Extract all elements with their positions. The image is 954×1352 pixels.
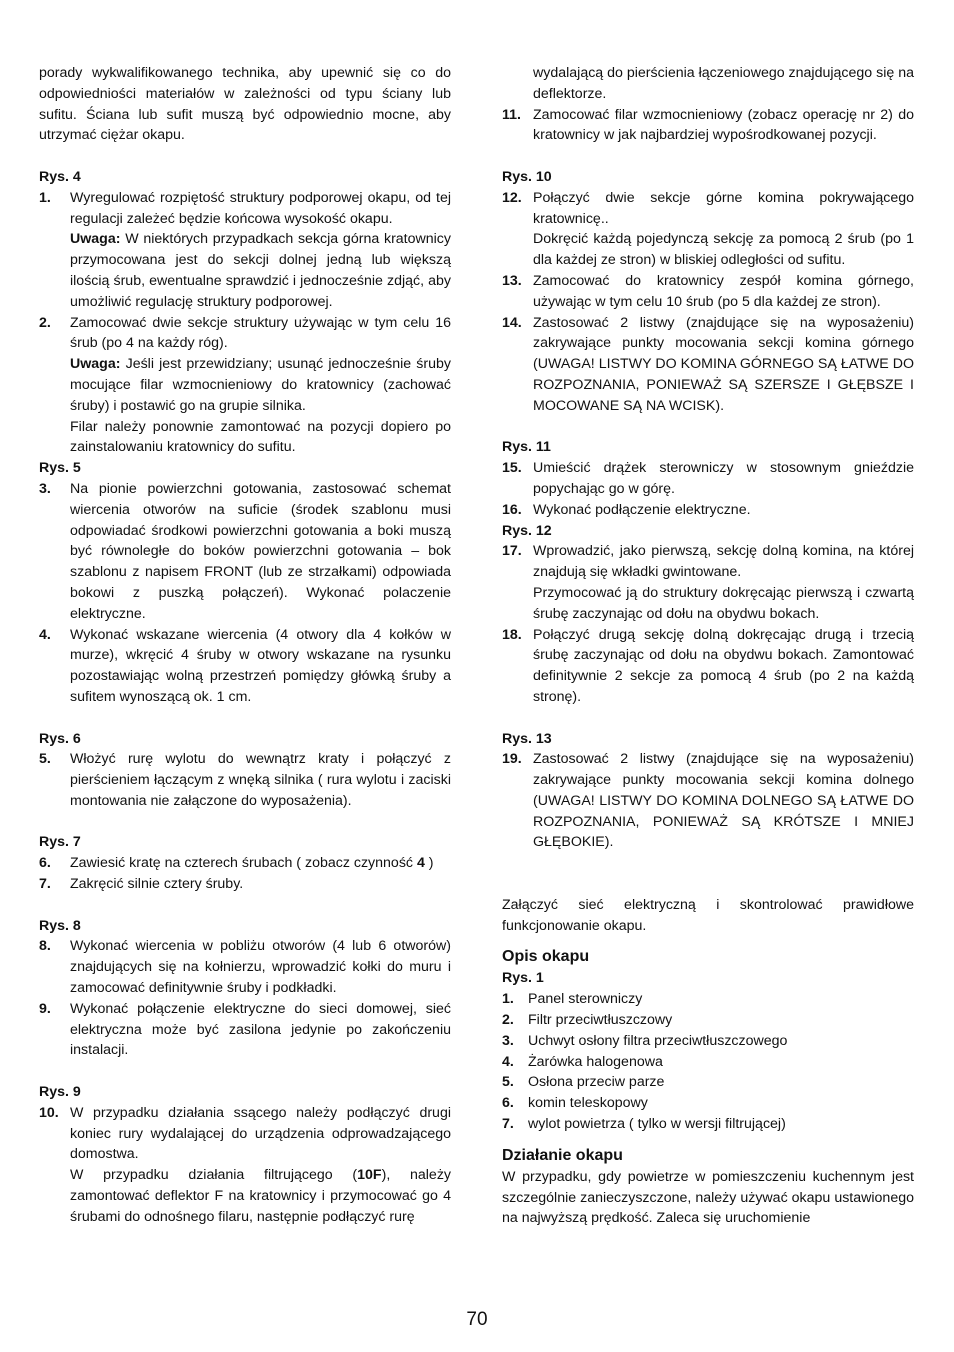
step-note	[70, 354, 451, 416]
figure-ref-rys8: Rys. 8	[39, 917, 81, 934]
step-text: Wyregulować rozpiętość struktury podporowej okapu, od tej regulacji zależeć będzie końcowa wysokość okapu.	[70, 189, 451, 227]
list-item	[502, 1093, 914, 1114]
figure-ref-rys1: Rys. 1	[502, 970, 544, 987]
step-number: 17.	[502, 543, 522, 560]
step-number: 1.	[39, 189, 51, 206]
step-text: Zastosować 2 listwy (znajdujące się na wyposażeniu) zakrywające punkty mocowania sekcji komina górnego (UWAGA! LISTWY DO KOMINA GÓRNEGO SĄ ŁATWE DO ROZPOZNANIA, PONIEWAŻ SĄ SZERSZE I GŁĘBSZE I MOCOWANE SĄ NA WCISK).	[533, 314, 914, 414]
step-number: 8.	[39, 938, 51, 955]
step-text: Na pionie powierzchni gotowania, zastosować schemat wiercenia otworów na suficie (środek szablonu musi odpowiadać środkowi powierzchni gotowania a boki muszą być równoległe do boków powierzchni gotowania – bok szablonu z napisem FRONT (lub ze strzałkami) odpowiada bokowi z puszką połączeń). Wykonać polaczenie elektryczne.	[70, 480, 451, 622]
step-15	[502, 458, 914, 500]
item-text: komin teleskopowy	[528, 1095, 648, 1112]
step-text-end: )	[424, 855, 434, 872]
figure-ref-rys13: Rys. 13	[502, 730, 552, 747]
step-16	[502, 500, 914, 521]
step-10	[39, 1103, 451, 1228]
step-text: Wprowadzić, jako pierwszą, sekcję dolną komina, na której znajdują się wkładki gwintowane.	[533, 543, 914, 581]
list-item	[502, 1052, 914, 1073]
list-item	[502, 989, 914, 1010]
step-number: 14.	[502, 314, 522, 331]
step-17	[502, 541, 914, 624]
step-text: Wykonać wiercenia w pobliżu otworów (4 lub 6 otworów) znajdujących się na kołnierzu, wprowadzić kołki do muru i zamocować definitywnie śruby i podkładki.	[70, 938, 451, 997]
step-8	[39, 936, 451, 998]
step-19	[502, 749, 914, 853]
item-text: wylot powietrza ( tylko w wersji filtrującej)	[528, 1116, 786, 1133]
figure-ref-rys5: Rys. 5	[39, 460, 81, 477]
step-11	[502, 105, 914, 147]
step-10-continued	[502, 63, 914, 105]
step-text: wydalającą do pierścienia łączeniowego znajdującego się na deflektorze.	[533, 65, 914, 102]
page-number: 70	[466, 1309, 488, 1330]
step-13	[502, 271, 914, 313]
item-text: Filtr przeciwtłuszczowy	[528, 1012, 673, 1029]
step-2	[39, 313, 451, 459]
step-number: 3.	[39, 480, 51, 497]
step-extra-pre: W przypadku działania filtrującego (	[70, 1167, 358, 1184]
step-number: 11.	[502, 106, 521, 123]
intro-paragraph: porady wykwalifikowanego technika, aby upewnić się co do odpowiedniości materiałów w zależności od typu ściany lub sufitu. Ściana lub sufit muszą być odpowiednio mocne, aby utrzymać ciężar okapu.	[39, 65, 451, 144]
figure-ref-rys11: Rys. 11	[502, 439, 551, 456]
step-extra	[70, 1165, 451, 1227]
step-text	[70, 853, 451, 874]
right-column	[502, 63, 914, 1229]
figure-ref-rys10: Rys. 10	[502, 168, 552, 185]
figure-ref-rys6: Rys. 6	[39, 730, 81, 747]
list-item	[502, 1031, 914, 1052]
step-text: Wykonać połączenie elektryczne do sieci domowej, sieć elektryczna może być zasilona jedynie po zakończeniu instalacji.	[70, 1000, 451, 1059]
step-18	[502, 625, 914, 708]
note-label: Uwaga:	[70, 356, 121, 373]
item-text: Żarówka halogenowa	[528, 1053, 663, 1070]
item-number: 4.	[502, 1053, 514, 1070]
figure-ref-rys9: Rys. 9	[39, 1084, 81, 1101]
item-text: Osłona przeciw parze	[528, 1074, 665, 1091]
step-number: 15.	[502, 460, 522, 477]
list-item	[502, 1072, 914, 1093]
note-text: Jeśli jest przewidziany; usunąć jednocześnie śruby mocujące filar wzmocnieniowy do kratownicy (zachować śruby) i postawić go na grupie silnika.	[70, 356, 451, 414]
step-number: 5.	[39, 751, 51, 768]
step-text: W przypadku działania ssącego należy podłączyć drugi koniec rury wydalającej do urządzenia odprowadzającego domostwa.	[70, 1104, 451, 1163]
dzialanie-paragraph: W przypadku, gdy powietrze w pomieszczeniu kuchennym jest szczególnie zanieczyszczone, należy używać okapu ustawionego na najwyższą prędkość. Zaleca się uruchomienie	[502, 1168, 914, 1227]
item-text: Panel sterowniczy	[528, 991, 643, 1008]
step-extra: Filar należy ponownie zamontować na pozycji dopiero po zainstalowaniu kratownicy do sufitu.	[70, 418, 451, 456]
section-heading-opis: Opis okapu	[502, 948, 590, 966]
step-number: 10.	[39, 1104, 59, 1121]
item-text: Uchwyt osłony filtra przeciwtłuszczowego	[528, 1032, 788, 1049]
note-label: Uwaga:	[70, 231, 121, 248]
note-text: W niektórych przypadkach sekcja górna kratownicy przymocowana jest do sekcji dolnej jedną lub większą ilością śrub, ewentualne sprawdzić i jednocześnie zdjąć, aby umożliwić regulację struktury podporowej.	[70, 231, 451, 310]
list-item	[502, 1010, 914, 1031]
step-text: Zamocować filar wzmocnieniowy (zobacz operację nr 2) do kratownicy w jak najbardziej wypośrodkowanej pozycji.	[533, 106, 914, 144]
item-number: 5.	[502, 1074, 514, 1091]
step-text: Połączyć dwie sekcje górne komina pokrywającego kratownicę..	[533, 189, 914, 227]
step-text: Zamocować do kratownicy zespół komina górnego, używając w tym celu 10 śrub (po 5 dla każdej ze stron).	[533, 272, 914, 310]
step-text-main: Zawiesić kratę na czterech śrubach ( zobacz czynność	[70, 855, 417, 872]
step-text: Zamocować dwie sekcje struktury używając w tym celu 16 śrub (po 4 na każdy róg).	[70, 314, 451, 352]
step-3	[39, 479, 451, 625]
step-extra-post: ), należy zamontować deflektor F na kratownicy i przymocować go 4 śrubami do odnośnego filaru, następnie podłączyć rurę	[70, 1167, 452, 1225]
step-number: 19.	[502, 751, 522, 768]
step-number: 6.	[39, 855, 51, 872]
step-extra-ref: 10F	[357, 1167, 382, 1184]
figure-ref-rys7: Rys. 7	[39, 834, 81, 851]
step-extra: Przymocować ją do struktury dokręcając pierwszą i czwartą śrubę zaczynając od dołu na obydwu bokach.	[533, 584, 914, 622]
step-text: Zakręcić silnie cztery śruby.	[70, 876, 244, 893]
left-column	[39, 63, 451, 1228]
step-text: Zastosować 2 listwy (znajdujące się na wyposażeniu) zakrywające punkty mocowania sekcji komina dolnego (UWAGA! LISTWY DO KOMINA DOLNEGO SĄ ŁATWE DO ROZPOZNANIA, PONIEWAŻ SĄ KRÓTSZE I MNIEJ GŁĘBOKIE).	[533, 751, 914, 851]
step-1	[39, 188, 451, 313]
figure-ref-rys4: Rys. 4	[39, 168, 81, 185]
step-number: 9.	[39, 1000, 51, 1017]
step-6	[39, 853, 451, 874]
step-text: Umieścić drążek sterowniczy w stosownym gnieździe popychając go w górę.	[533, 460, 914, 497]
item-number: 7.	[502, 1116, 514, 1133]
step-number: 7.	[39, 876, 51, 893]
step-12	[502, 188, 914, 271]
section-heading-dzialanie: Działanie okapu	[502, 1146, 623, 1164]
step-text: Wykonać podłączenie elektryczne.	[533, 501, 751, 518]
parts-list	[502, 989, 914, 1135]
step-extra: Dokręcić każdą pojedynczą sekcję za pomocą 2 śrub (po 1 dla każdej ze stron) w bliskiej odległości od sufitu.	[533, 231, 914, 269]
step-7	[39, 874, 451, 895]
item-number: 1.	[502, 991, 514, 1008]
step-number: 18.	[502, 626, 522, 643]
step-text: Wykonać wskazane wiercenia (4 otwory dla 4 kołków w murze), wkręcić 4 śruby w otwory wskazane na rysunku pozostawiając wolną przestrzeń pomiędzy główką śruby a sufitem wynoszącą ok. 1 cm.	[70, 626, 451, 705]
step-number: 2.	[39, 314, 51, 331]
step-text: Włożyć rurę wylotu do wewnątrz kraty i połączyć z pierścieniem łączącym z wnęką silnika ( rura wylotu i zaciski montowania nie załączone do wyposażenia).	[70, 751, 451, 809]
figure-ref-rys12: Rys. 12	[502, 522, 552, 539]
step-number: 16.	[502, 501, 522, 518]
item-number: 2.	[502, 1012, 514, 1029]
final-paragraph: Załączyć sieć elektryczną i skontrolować prawidłowe funkcjonowanie okapu.	[502, 896, 914, 934]
step-14	[502, 313, 914, 417]
step-9	[39, 999, 451, 1061]
step-note	[70, 229, 451, 312]
step-ref: 4	[416, 855, 425, 872]
step-5	[39, 749, 451, 811]
item-number: 6.	[502, 1095, 514, 1112]
list-item	[502, 1114, 914, 1135]
step-number: 12.	[502, 189, 522, 206]
item-number: 3.	[502, 1032, 514, 1049]
step-number: 4.	[39, 626, 51, 643]
step-4	[39, 625, 451, 708]
step-text: Połączyć drugą sekcję dolną dokręcając drugą i trzecią śrubę zaczynając od dołu na obydwu bokach. Zamontować definitywnie 2 sekcje za pomocą 4 śrub (po 2 na każdą stronę).	[533, 626, 914, 705]
step-number: 13.	[502, 272, 522, 289]
